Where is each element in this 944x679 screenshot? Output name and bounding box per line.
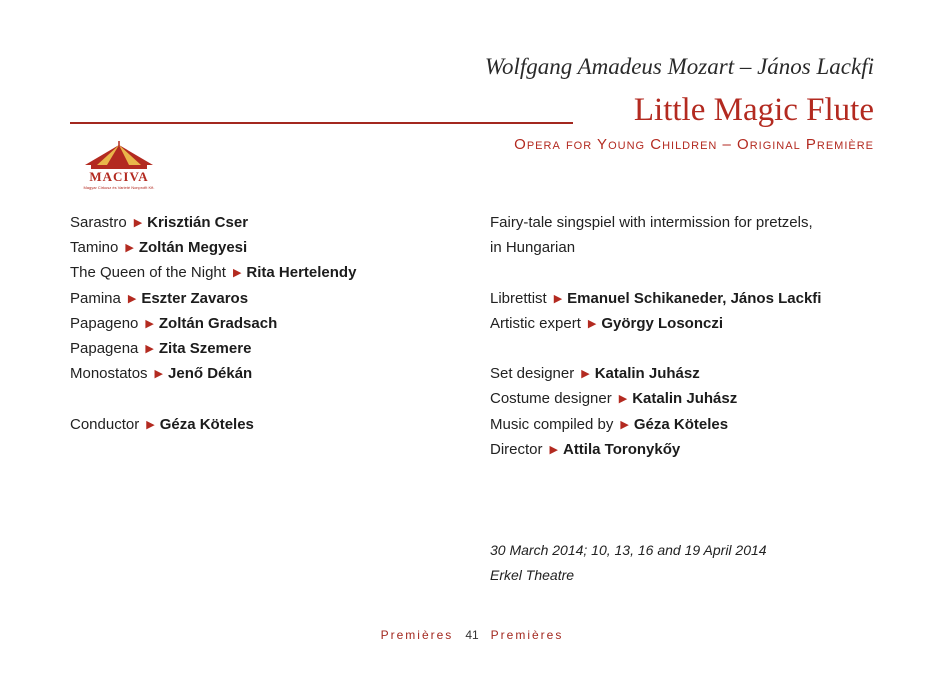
description-line: in Hungarian xyxy=(490,239,576,257)
credit-row xyxy=(490,386,821,411)
arrow-icon: ▶ xyxy=(549,443,558,456)
page-title: Little Magic Flute xyxy=(633,92,874,128)
credit-row xyxy=(490,437,821,462)
arrow-icon: ▶ xyxy=(154,368,164,381)
logo-tagline: Magyar Cirkusz és Varieté Nonprofit Kft. xyxy=(83,185,155,190)
role-label: Set designer xyxy=(490,365,575,383)
production-column xyxy=(490,210,821,462)
arrow-icon: ▶ xyxy=(232,267,242,280)
performer-name: Krisztián Cser xyxy=(147,214,249,231)
role-label: Costume designer xyxy=(490,390,612,408)
performer-name: Zita Szemere xyxy=(158,339,252,357)
role-label: Conductor xyxy=(70,415,140,433)
arrow-icon: ▶ xyxy=(125,242,134,255)
circus-tent-icon xyxy=(85,141,153,169)
arrow-icon: ▶ xyxy=(146,418,155,431)
credit-row xyxy=(490,286,821,311)
role-label: Papageno xyxy=(70,314,139,332)
page-number: 41 xyxy=(465,628,479,642)
role-label: Monostatos xyxy=(70,365,148,383)
credit-name: György Losonczi xyxy=(601,314,724,332)
cast-row xyxy=(70,311,356,336)
footer-section-right: Premières xyxy=(490,628,564,642)
role-label: Director xyxy=(490,440,543,458)
performer-name: Jenő Dékán xyxy=(168,365,253,383)
performance-dates: 30 March 2014; 10, 13, 16 and 19 April 2014 xyxy=(490,542,767,558)
authors-line: Wolfgang Amadeus Mozart – János Lackfi xyxy=(484,54,874,79)
arrow-icon: ▶ xyxy=(145,342,154,355)
performer-name: Zoltán Megyesi xyxy=(138,239,248,257)
cast-column xyxy=(70,210,356,437)
role-label: Artistic expert xyxy=(490,314,581,332)
title-rule xyxy=(70,122,573,124)
arrow-icon: ▶ xyxy=(133,217,143,229)
performance-info xyxy=(490,538,767,588)
footer-section-left: Premières xyxy=(380,628,454,642)
arrow-icon: ▶ xyxy=(581,368,590,381)
arrow-icon: ▶ xyxy=(618,393,628,406)
role-label: Papagena xyxy=(70,339,139,357)
role-label: Music compiled by xyxy=(490,415,614,433)
spacer xyxy=(70,386,356,411)
credit-row xyxy=(490,311,821,336)
conductor-row xyxy=(70,412,356,437)
credit-row xyxy=(490,361,821,386)
cast-row xyxy=(70,361,356,386)
credit-name: Katalin Juhász xyxy=(632,390,738,408)
cast-row xyxy=(70,210,356,235)
maciva-logo xyxy=(71,141,167,191)
arrow-icon: ▶ xyxy=(553,292,563,305)
role-label: Pamina xyxy=(70,289,121,307)
cast-row xyxy=(70,336,356,361)
cast-row xyxy=(70,235,356,260)
performance-venue: Erkel Theatre xyxy=(490,567,575,583)
credit-name: Attila Toronykőy xyxy=(562,440,681,458)
role-label: Librettist xyxy=(490,289,547,307)
role-label: Tamino xyxy=(70,239,119,257)
arrow-icon: ▶ xyxy=(127,292,137,305)
performer-name: Rita Hertelendy xyxy=(246,264,357,282)
arrow-icon: ▶ xyxy=(145,317,154,330)
spacer xyxy=(490,336,821,361)
performer-name: Eszter Zavaros xyxy=(141,289,249,307)
description-line: Fairy-tale singspiel with intermission for pretzels, xyxy=(490,214,813,231)
credit-row xyxy=(490,412,821,437)
credit-name: Emanuel Schikaneder, János Lackfi xyxy=(567,289,822,307)
role-label: The Queen of the Night xyxy=(70,264,226,282)
credit-name: Katalin Juhász xyxy=(594,365,700,383)
performer-name: Zoltán Gradsach xyxy=(158,314,278,332)
arrow-icon: ▶ xyxy=(587,317,597,330)
spacer xyxy=(490,260,821,285)
page-subtitle: Opera for Young Children – Original Première xyxy=(514,136,874,153)
performer-name: Géza Köteles xyxy=(159,415,254,433)
credit-name: Géza Köteles xyxy=(633,415,729,433)
cast-row xyxy=(70,260,356,285)
logo-wordmark: MACIVA xyxy=(89,169,149,184)
cast-row xyxy=(70,286,356,311)
arrow-icon: ▶ xyxy=(620,418,629,431)
role-label: Sarastro xyxy=(70,214,127,231)
page-footer xyxy=(0,628,944,642)
